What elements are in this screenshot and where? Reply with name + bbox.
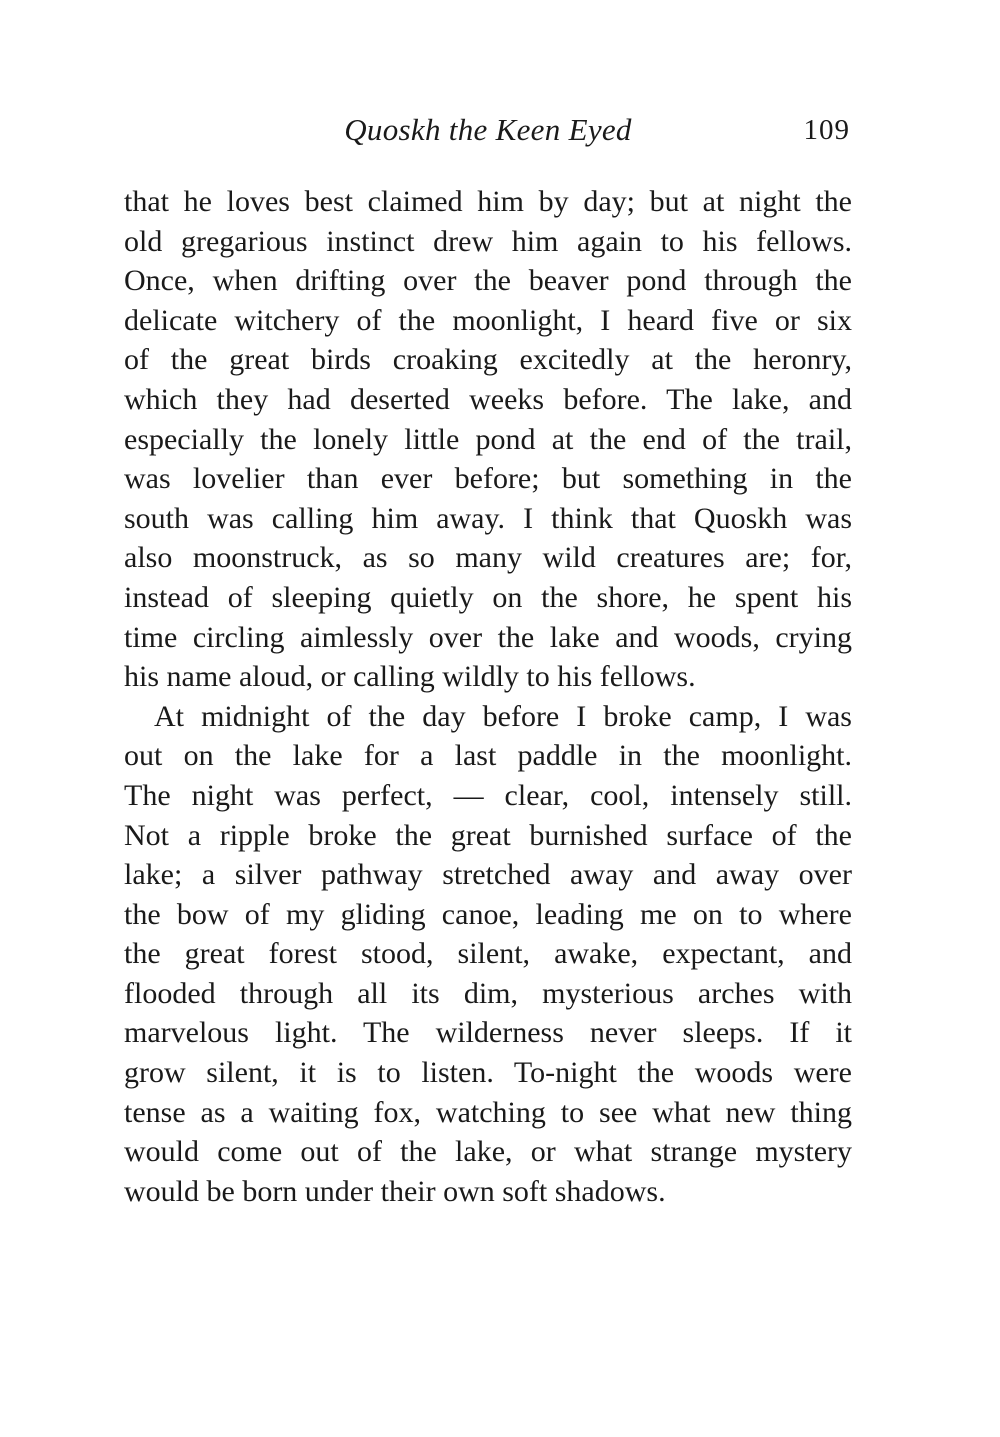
text-line: marvelous light. The wilderness never sleeps. If it [124,1016,852,1050]
text-line: the great forest stood, silent, awake, expectant, and [124,937,852,971]
running-head [124,112,852,160]
text-line: that he loves best claimed him by day; but at night the [124,185,852,218]
text-line: lake; a silver pathway stretched away and away over [124,858,852,892]
text-line: tense as a waiting fox, watching to see what new thing [124,1095,852,1129]
text-line: the bow of my gliding canoe, leading me on to where [124,897,852,931]
paragraph-1 [124,182,852,697]
text-line: which they had deserted weeks before. The lake, and [124,382,852,416]
text-line: of the great birds croaking excitedly at the heronry, [124,343,852,377]
text-line: instead of sleeping quietly on the shore, he spent his [124,580,852,614]
text-line: south was calling him away. I think that Quoskh was [124,501,852,535]
text-line: especially the lonely little pond at the end of the trail, [124,422,852,456]
body-text [124,182,852,1211]
page-number: 109 [803,114,850,146]
text-line: Once, when drifting over the beaver pond through the [124,264,852,298]
text-line: would come out of the lake, or what strange mystery [124,1135,852,1169]
running-title: Quoskh the Keen Eyed [344,112,632,147]
text-line: grow silent, it is to listen. To-night the woods were [124,1056,852,1090]
paragraph-2 [124,697,852,1212]
text-line: would be born under their own soft shadows. [124,1174,666,1208]
text-line: also moonstruck, as so many wild creatures are; for, [124,541,852,575]
text-line: out on the lake for a last paddle in the moonlight. [124,739,852,773]
text-line: delicate witchery of the moonlight, I heard five or six [124,303,852,337]
text-line: old gregarious instinct drew him again to his fellows. [124,224,852,258]
text-line: Not a ripple broke the great burnished surface of the [124,818,852,852]
text-line: his name aloud, or calling wildly to his fellows. [124,660,696,694]
text-line: time circling aimlessly over the lake and woods, crying [124,620,852,654]
text-line: At midnight of the day before I broke camp, I was [154,699,852,733]
text-line: The night was perfect, — clear, cool, intensely still. [124,778,852,812]
text-line: flooded through all its dim, mysterious arches with [124,976,852,1010]
text-line: was lovelier than ever before; but something in the [124,462,852,496]
